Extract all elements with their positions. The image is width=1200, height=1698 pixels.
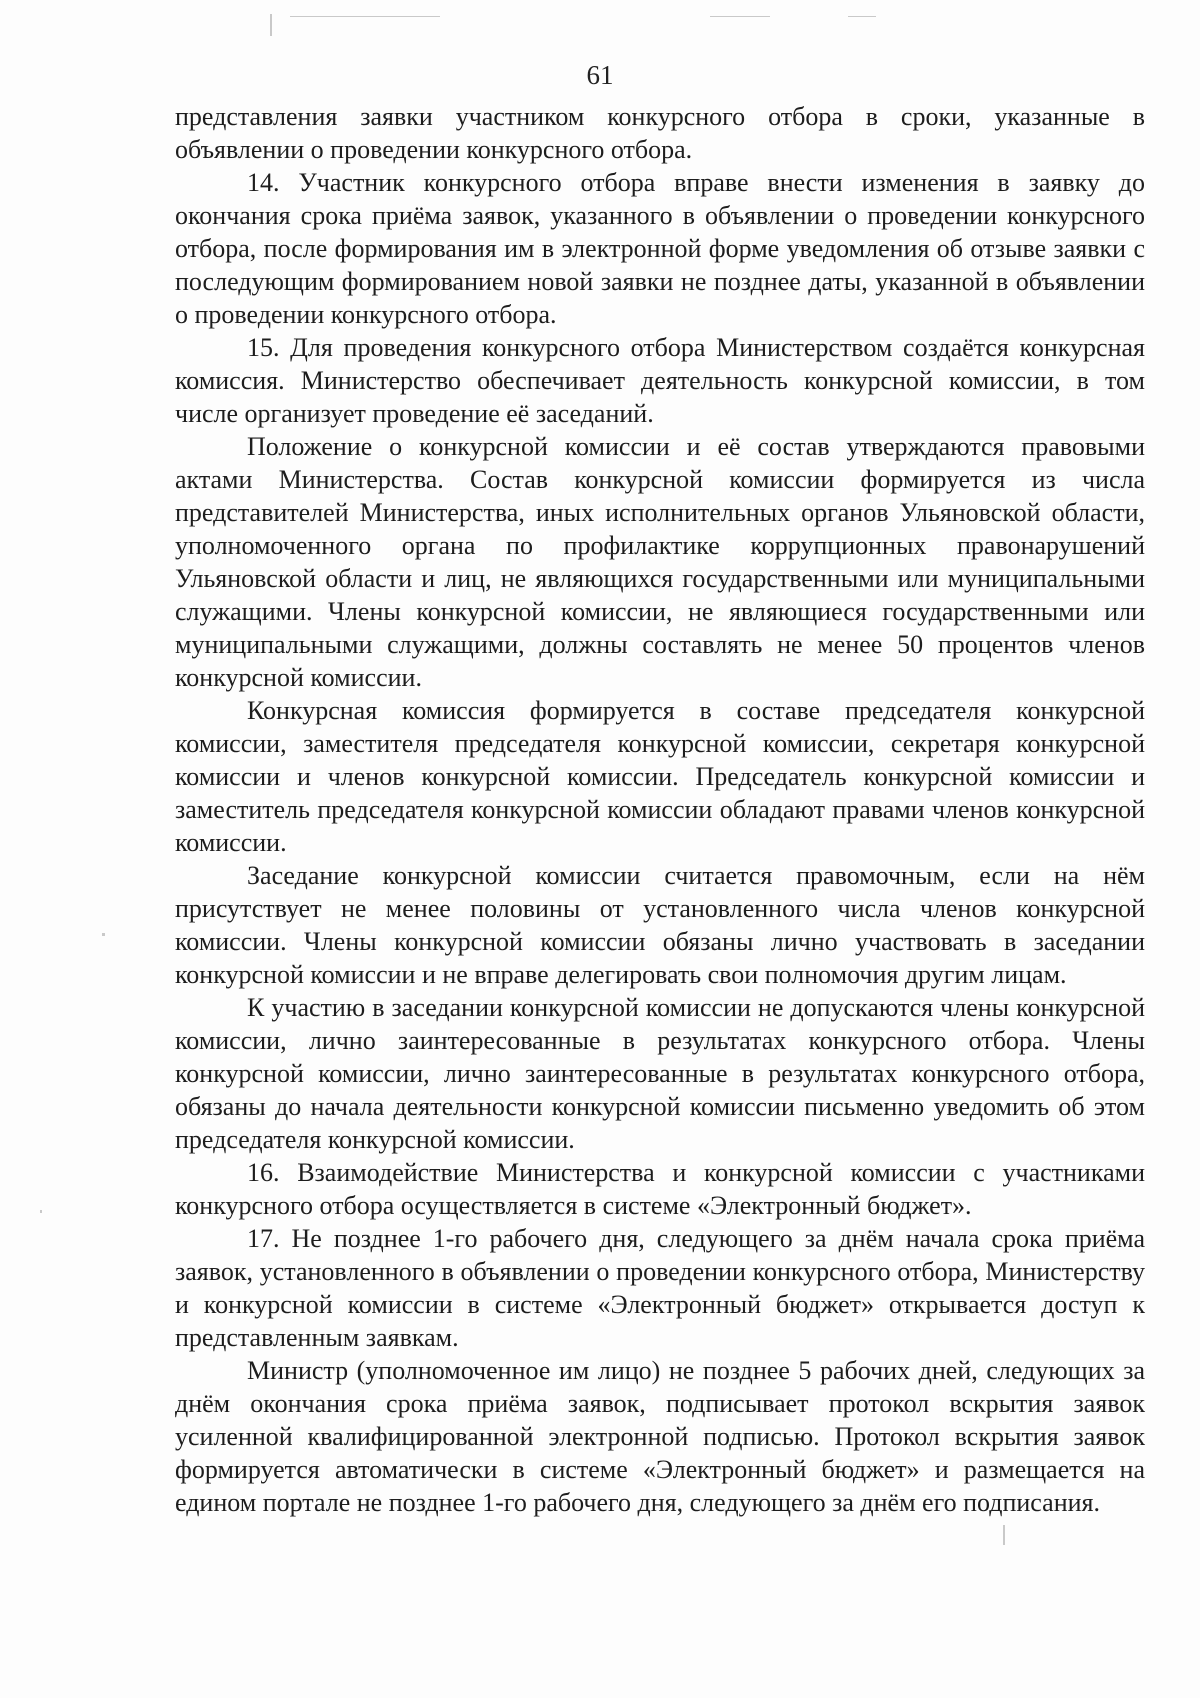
paragraph: 14. Участник конкурсного отбора вправе внести изменения в заявку до окончания срока приёма заявок, указанного в объявлении о проведении конкурсного отбора, после формирования им в электронной форме уведомления об отзыве заявки с последующим формированием новой заявки не позднее даты, указанной в объявлении о проведении конкурсного отбора.	[175, 168, 1145, 329]
paragraph: представления заявки участником конкурсного отбора в сроки, указанные в объявлении о проведении конкурсного отбора.	[175, 102, 1145, 164]
paragraph: К участию в заседании конкурсной комиссии не допускаются члены конкурсной комиссии, лично заинтересованные в результатах конкурсного отбора. Члены конкурсной комиссии, лично заинтересованные в результатах конкурсного отбора, обязаны до начала деятельности конкурсной комиссии письменно уведомить об этом председателя конкурсной комиссии.	[175, 993, 1145, 1154]
scan-artifact	[710, 16, 770, 17]
paragraph: 15. Для проведения конкурсного отбора Министерством создаётся конкурсная комиссия. Министерство обеспечивает деятельность конкурсной комиссии, в том числе организует проведение её заседаний.	[175, 333, 1145, 428]
document-body	[175, 100, 1145, 1519]
scan-artifact	[848, 16, 876, 17]
scan-artifact	[270, 14, 272, 36]
scan-artifact	[40, 1210, 42, 1213]
paragraph: Заседание конкурсной комиссии считается правомочным, если на нём присутствует не менее половины от установленного числа членов конкурсной комиссии. Члены конкурсной комиссии обязаны лично участвовать в заседании конкурсной комиссии и не вправе делегировать свои полномочия другим лицам.	[175, 861, 1145, 989]
scan-artifact	[102, 933, 105, 936]
scan-artifact	[290, 16, 440, 17]
page-number: 61	[586, 60, 614, 90]
paragraph: Министр (уполномоченное им лицо) не позднее 5 рабочих дней, следующих за днём окончания срока приёма заявок, подписывает протокол вскрытия заявок усиленной квалифицированной электронной подписью. Протокол вскрытия заявок формируется автоматически в системе «Электронный бюджет» и размещается на едином портале не позднее 1-го рабочего дня, следующего за днём его подписания.	[175, 1356, 1145, 1517]
scan-artifact	[1003, 1525, 1005, 1545]
paragraph: 16. Взаимодействие Министерства и конкурсной комиссии с участниками конкурсного отбора осуществляется в системе «Электронный бюджет».	[175, 1158, 1145, 1220]
paragraph: Конкурсная комиссия формируется в составе председателя конкурсной комиссии, заместителя председателя конкурсной комиссии, секретаря конкурсной комиссии и членов конкурсной комиссии. Председатель конкурсной комиссии и заместитель председателя конкурсной комиссии обладают правами членов конкурсной комиссии.	[175, 696, 1145, 857]
paragraph: 17. Не позднее 1-го рабочего дня, следующего за днём начала срока приёма заявок, установленного в объявлении о проведении конкурсного отбора, Министерству и конкурсной комиссии в системе «Электронный бюджет» открывается доступ к представленным заявкам.	[175, 1224, 1145, 1352]
paragraph: Положение о конкурсной комиссии и её состав утверждаются правовыми актами Министерства. Состав конкурсной комиссии формируется из числа представителей Министерства, иных исполнительных органов Ульяновской области, уполномоченного органа по профилактике коррупционных правонарушений Ульяновской области и лиц, не являющихся государственными или муниципальными служащими. Члены конкурсной комиссии, не являющиеся государственными или муниципальными служащими, должны составлять не менее 50 процентов членов конкурсной комиссии.	[175, 432, 1145, 692]
